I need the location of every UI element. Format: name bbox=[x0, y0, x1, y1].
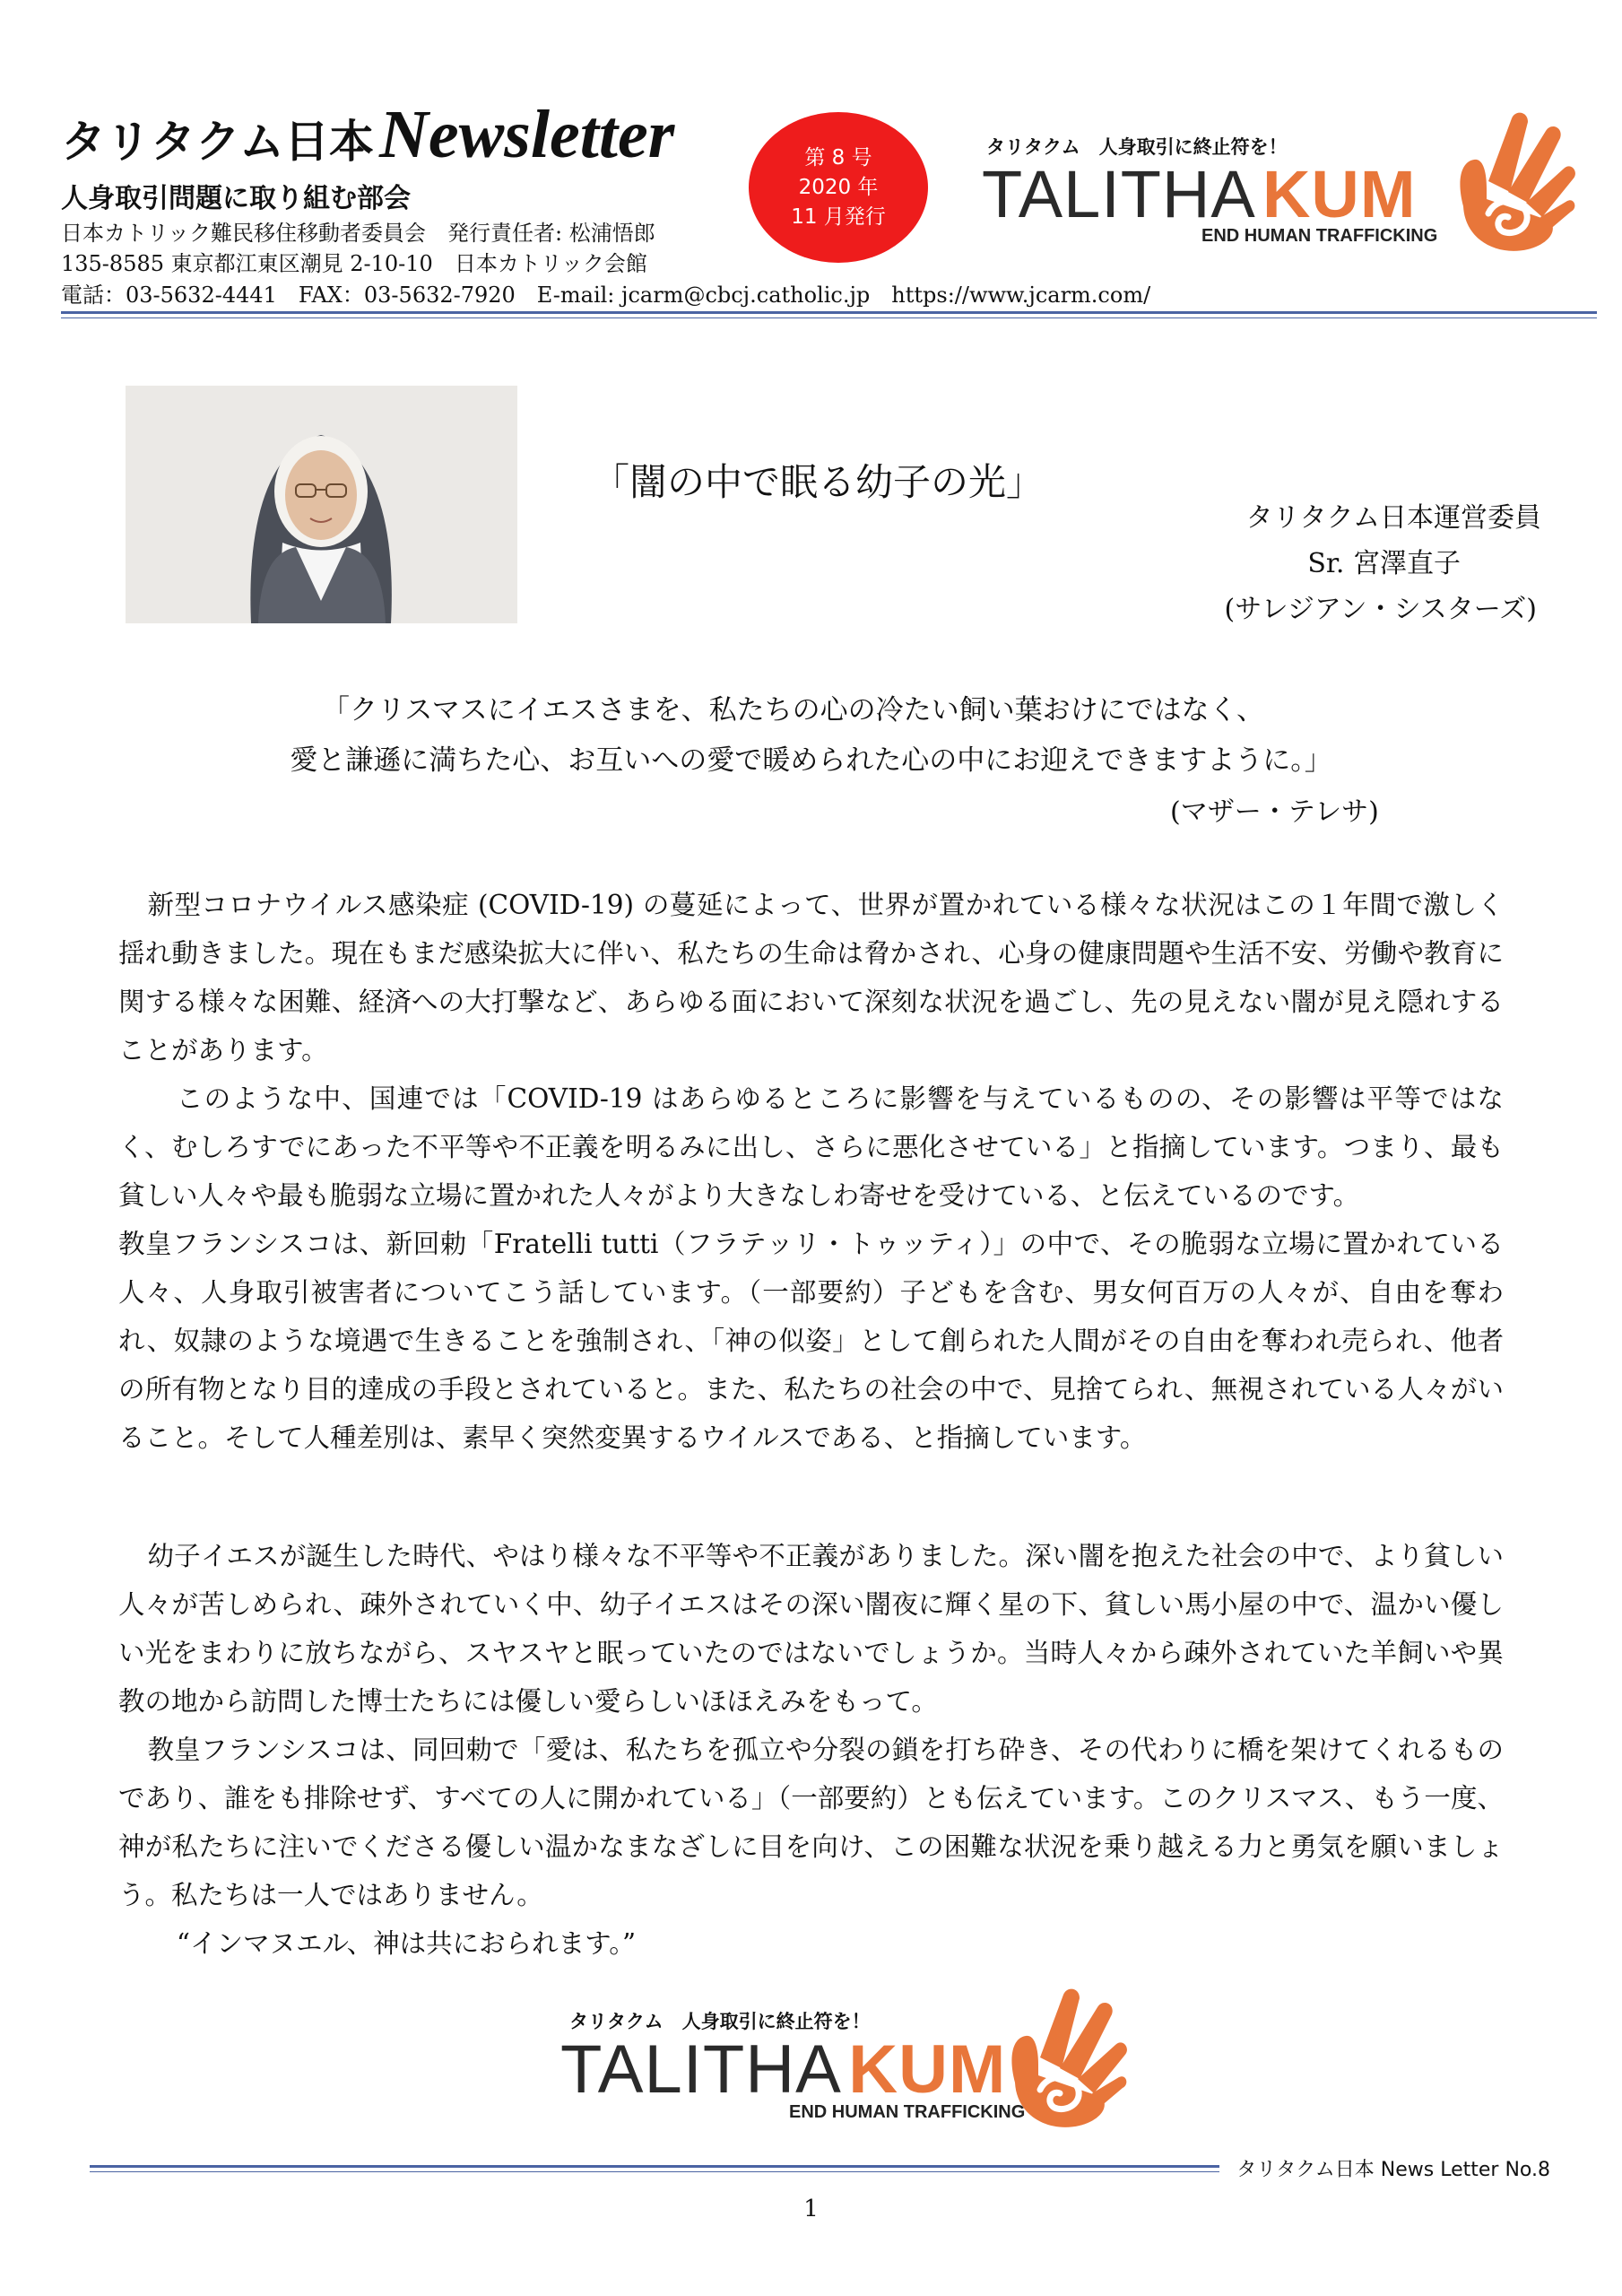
contact-line: 電話：03-5632-4441 FAX：03-5632-7920 E-mail: jcarm@cbcj.catholic.jp https://www.jcarm.com/ bbox=[61, 283, 1151, 308]
quote-line-2: 愛と謙遜に満ちた心、お互いへの愛で暖められた心の中にお迎えできますように。」 bbox=[290, 744, 1332, 777]
footer-label: タリタクム日本 News Letter No.8 bbox=[1236, 2159, 1550, 2181]
logo-word-talitha: TALITHA bbox=[982, 157, 1256, 231]
newsletter-title bbox=[61, 97, 675, 172]
author-photo-image bbox=[126, 386, 517, 623]
issue-badge bbox=[749, 112, 928, 263]
talitha-kum-logo-footer bbox=[560, 1982, 1134, 2135]
paragraph: 教皇フランシスコは、同回勅で「愛は、私たちを孤立や分裂の鎖を打ち砕き、その代わりに橋を架けてくれるものであり、誰をも排除せず、すべての人に開かれている」（一部要約）とも伝えています。このクリスマス、もう一度、神が私たちに注いでくださる優しい温かなまなざしに目を向け、この困難な状況を乗り越える力と勇気を願いましょう。私たちは一人ではありません。 bbox=[118, 1735, 1504, 1910]
footer-rule bbox=[90, 2165, 1219, 2168]
header-rule-thin bbox=[61, 317, 1597, 318]
logo-end-text: END HUMAN TRAFFICKING bbox=[789, 2102, 1026, 2122]
article-body-part-2 bbox=[118, 1532, 1504, 1968]
logo-word-talitha: TALITHA bbox=[560, 2031, 842, 2108]
logo-word-kum: KUM bbox=[1262, 157, 1417, 231]
paragraph: 教皇フランシスコは、新回勅「Fratelli tutti（フラテッリ・トゥッティ）」の中で、その脆弱な立場に置かれている人々、人身取引被害者についてこう話しています。（一部要約）子どもを含む、男女何百万の人々が、自由を奪われ、奴隷のような境遇で生きることを強制され、「神の似姿」として創られた人間がその自由を奪われ売られ、他者の所有物となり目的達成の手段とされていると。また、私たちの社会の中で、見捨てられ、無視されている人々がいること。そして人種差別は、素早く突然変異するウイルスである、と指摘しています。 bbox=[118, 1229, 1504, 1453]
paragraph: 新型コロナウイルス感染症 (COVID-19) の蔓延によって、世界が置かれている様々な状況はこの１年間で激しく揺れ動きました。現在もまだ感染拡大に伴い、私たちの生命は脅かされ、心身の健康問題や生活不安、労働や教育に関する様々な困難、経済への大打撃など、あらゆる面において深刻な状況を過ごし、先の見えない闇が見え隠れすることがあります。 bbox=[118, 890, 1505, 1065]
logo-tagline: タリタクム 人身取引に終止符を！ bbox=[986, 136, 1288, 158]
author-organization: (サレジアン・シスターズ) bbox=[1224, 594, 1537, 625]
paragraph: このような中、国連では「COVID-19 はあらゆるところに影響を与えているものの、その影響は平等ではなく、むしろすでにあった不平等や不正義を明るみに出し、さらに悪化させている」と指摘しています。つまり、最も貧しい人々や最も脆弱な立場に置かれた人々がより大きなしわ寄せを受けている、と伝えているのです。 bbox=[118, 1083, 1504, 1211]
page-number: 1 bbox=[803, 2196, 819, 2222]
issue-number: 第 8 号 bbox=[804, 145, 872, 170]
article-title: 「闇の中で眠る幼子の光」 bbox=[592, 460, 1045, 504]
newsletter-title-jp: タリタクム日本 bbox=[61, 116, 374, 168]
quote-line-1: 「クリスマスにイエスさまを、私たちの心の冷たい飼い葉おけにではなく、 bbox=[322, 694, 1264, 726]
author-name: Sr. 宮澤直子 bbox=[1307, 548, 1461, 579]
issue-month: 11 月発行 bbox=[791, 204, 886, 229]
logo-end-text: END HUMAN TRAFFICKING bbox=[1201, 226, 1438, 246]
article-body-part-1 bbox=[118, 881, 1504, 1462]
author-role: タリタクム日本運営委員 bbox=[1245, 502, 1541, 534]
logo-wordmark bbox=[560, 2031, 1007, 2108]
address-line: 135-8585 東京都江東区潮見 2-10-10 日本カトリック会館 bbox=[61, 251, 647, 276]
talitha-kum-logo-header bbox=[982, 106, 1574, 258]
paragraph: 幼子イエスが誕生した時代、やはり様々な不平等や不正義がありました。深い闇を抱えた社会の中で、より貧しい人々が苦しめられ、疎外されていく中、幼子イエスはその深い闇夜に輝く星の下、貧しい馬小屋の中で、温かい優しい光をまわりに放ちながら、スヤスヤと眠っていたのではないでしょうか。当時人々から疎外されていた羊飼いや異教の地から訪問した博士たちには優しい愛らしいほほえみをもって。 bbox=[118, 1541, 1504, 1717]
hand-icon bbox=[1453, 106, 1578, 258]
issue-year: 2020 年 bbox=[798, 175, 879, 199]
quote-attribution: (マザー・テレサ) bbox=[1170, 796, 1379, 828]
author-photo bbox=[126, 386, 517, 623]
header-rule bbox=[61, 311, 1597, 314]
publisher-line: 日本カトリック難民移住移動者委員会 発行責任者: 松浦悟郎 bbox=[61, 221, 655, 246]
footer-rule-thin bbox=[90, 2171, 1219, 2172]
paragraph: “インマヌエル、神は共におられます。” bbox=[176, 1928, 637, 1959]
logo-tagline: タリタクム 人身取引に終止符を！ bbox=[569, 2011, 871, 2032]
hand-icon bbox=[1004, 1982, 1130, 2135]
newsletter-subtitle: 人身取引問題に取り組む部会 bbox=[61, 183, 411, 214]
newsletter-title-en: Newsletter bbox=[379, 97, 675, 172]
logo-wordmark bbox=[982, 157, 1417, 231]
logo-word-kum: KUM bbox=[848, 2031, 1007, 2108]
